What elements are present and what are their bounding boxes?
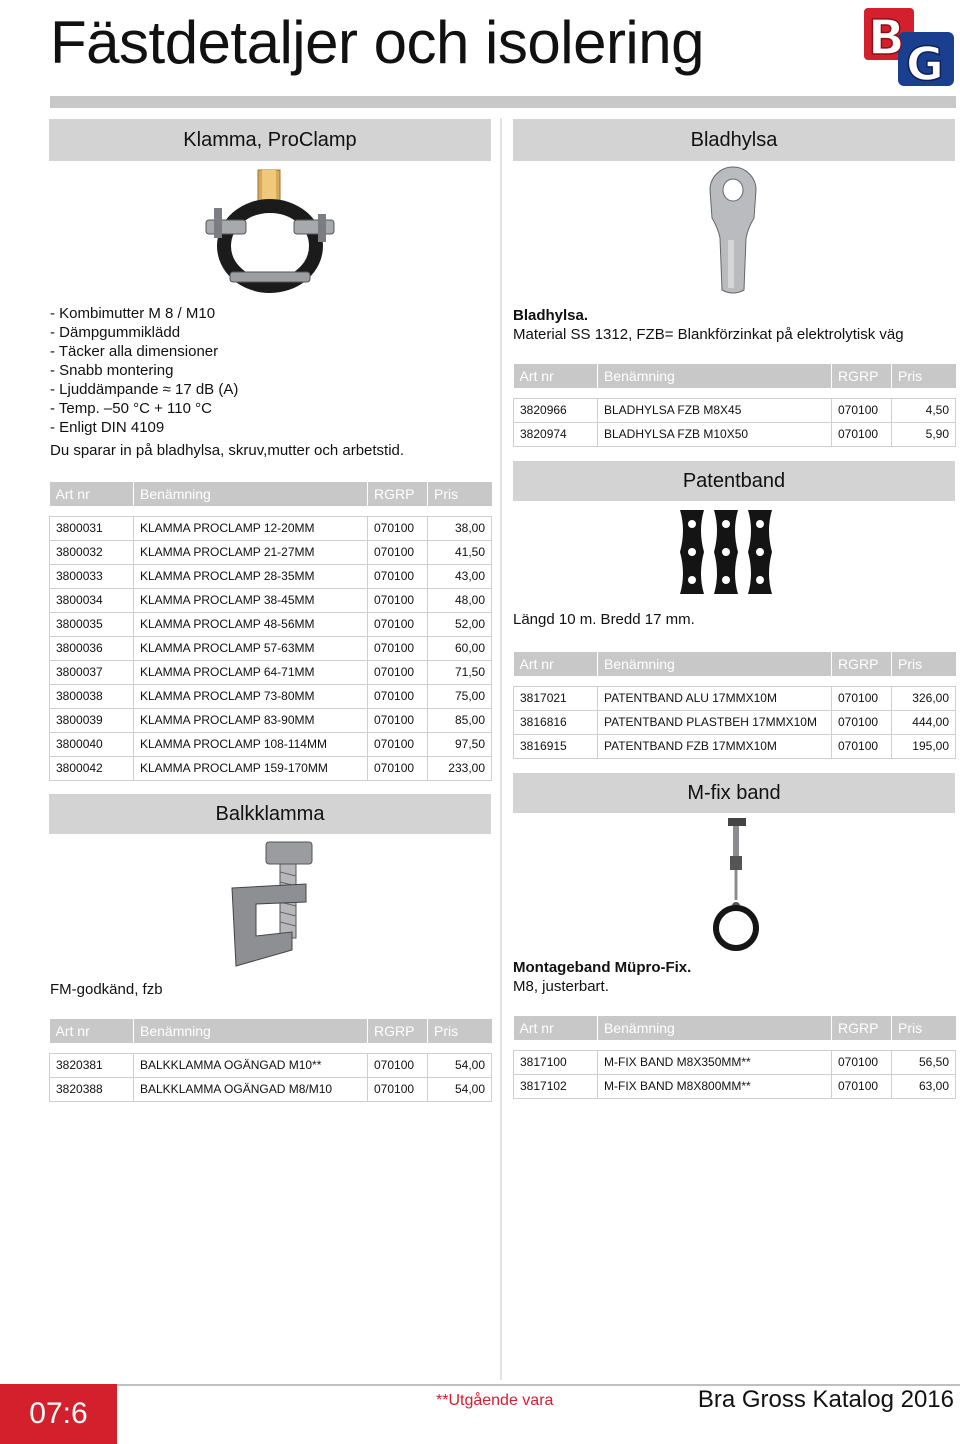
table-row [50,660,492,684]
col-header-benamning: Benämning [134,1019,368,1043]
benamning: BALKKLAMMA OGÄNGAD M10** [134,1053,368,1077]
rgrp: 070100 [832,734,892,758]
col-header-art-nr: Art nr [514,364,598,388]
table-row [50,1053,492,1077]
svg-text:B: B [868,10,905,66]
rgrp: 070100 [368,588,428,612]
pris: 43,00 [428,564,492,588]
pris: 54,00 [428,1053,492,1077]
benamning: KLAMMA PROCLAMP 38-45MM [134,588,368,612]
rgrp: 070100 [832,1050,892,1074]
pris: 75,00 [428,684,492,708]
feature-item: - Dämpgummiklädd [50,324,181,341]
rgrp: 070100 [368,540,428,564]
col-header-rgrp: RGRP [368,482,428,506]
table-header-row [514,1016,956,1040]
col-header-art-nr: Art nr [514,652,598,676]
balkklamma-photo [222,840,326,970]
col-header-pris: Pris [892,364,956,388]
art-nr: 3800032 [50,540,134,564]
benamning: KLAMMA PROCLAMP 48-56MM [134,612,368,636]
col-header-benamning: Benämning [598,1016,832,1040]
benamning: BLADHYLSA FZB M10X50 [598,422,832,446]
rgrp: 070100 [368,636,428,660]
table-row [50,1077,492,1101]
art-nr: 3820974 [514,422,598,446]
table-header-row [50,482,492,506]
bladhylsa-photo [704,166,762,296]
benamning: KLAMMA PROCLAMP 57-63MM [134,636,368,660]
rgrp: 070100 [832,422,892,446]
benamning: PATENTBAND ALU 17MMX10M [598,686,832,710]
benamning: KLAMMA PROCLAMP 12-20MM [134,516,368,540]
art-nr: 3820388 [50,1077,134,1101]
proclamp-photo [200,168,340,294]
rgrp: 070100 [368,564,428,588]
feature-item: - Enligt DIN 4109 [50,419,165,436]
table-row [50,540,492,564]
rgrp: 070100 [368,1077,428,1101]
benamning: KLAMMA PROCLAMP 83-90MM [134,708,368,732]
rgrp: 070100 [832,398,892,422]
col-header-benamning: Benämning [134,482,368,506]
mfix-band-photo [712,816,762,952]
table-header-row [514,364,956,388]
section-header-bladhylsa: Bladhylsa [513,119,955,161]
art-nr: 3800036 [50,636,134,660]
rgrp: 070100 [368,516,428,540]
art-nr: 3817021 [514,686,598,710]
benamning: KLAMMA PROCLAMP 21-27MM [134,540,368,564]
benamning: KLAMMA PROCLAMP 73-80MM [134,684,368,708]
bladhylsa-description [513,306,904,344]
col-header-art-nr: Art nr [50,482,134,506]
rgrp: 070100 [368,684,428,708]
benamning: PATENTBAND FZB 17MMX10M [598,734,832,758]
feature-item: - Snabb montering [50,362,174,379]
col-header-pris: Pris [428,482,492,506]
rgrp: 070100 [832,1074,892,1098]
benamning: KLAMMA PROCLAMP 64-71MM [134,660,368,684]
bladhylsa-title: Bladhylsa. [513,307,589,324]
mfix-title: Montageband Müpro-Fix. [513,959,692,976]
pris: 54,00 [428,1077,492,1101]
art-nr: 3817102 [514,1074,598,1098]
feature-item: - Kombimutter M 8 / M10 [50,305,216,322]
art-nr: 3800031 [50,516,134,540]
col-header-rgrp: RGRP [368,1019,428,1043]
rgrp: 070100 [368,612,428,636]
col-header-benamning: Benämning [598,364,832,388]
table-header-row [50,1019,492,1043]
pris: 85,00 [428,708,492,732]
pris: 63,00 [892,1074,956,1098]
table-row [514,398,956,422]
mfix-price-table [513,1016,956,1099]
footnote-discontinued: **Utgående vara [436,1392,554,1409]
pris: 38,00 [428,516,492,540]
art-nr: 3800040 [50,732,134,756]
balkklamma-price-table [49,1019,492,1102]
section-header-klamma: Klamma, ProClamp [49,119,491,161]
col-header-pris: Pris [892,1016,956,1040]
col-header-rgrp: RGRP [832,652,892,676]
proclamp-feature-list [50,304,238,437]
art-nr: 3800038 [50,684,134,708]
art-nr: 3800034 [50,588,134,612]
pris: 48,00 [428,588,492,612]
table-row [50,612,492,636]
art-nr: 3800033 [50,564,134,588]
proclamp-price-table [49,482,492,781]
table-row [50,636,492,660]
pris: 60,00 [428,636,492,660]
art-nr: 3800042 [50,756,134,780]
table-row [50,732,492,756]
table-row [514,1050,956,1074]
bg-logo [858,2,960,90]
table-row [514,1074,956,1098]
col-header-art-nr: Art nr [514,1016,598,1040]
pris: 4,50 [892,398,956,422]
benamning: M-FIX BAND M8X350MM** [598,1050,832,1074]
section-header-balkklamma: Balkklamma [49,794,491,834]
section-header-mfix: M-fix band [513,773,955,813]
svg-text:G: G [906,37,944,90]
art-nr: 3800037 [50,660,134,684]
rgrp: 070100 [368,1053,428,1077]
benamning: M-FIX BAND M8X800MM** [598,1074,832,1098]
patentband-price-table [513,652,956,759]
table-row [50,684,492,708]
benamning: PATENTBAND PLASTBEH 17MMX10M [598,710,832,734]
benamning: KLAMMA PROCLAMP 159-170MM [134,756,368,780]
table-row [514,686,956,710]
feature-item: - Temp. –50 °C + 110 °C [50,400,212,417]
title-underline-bar [50,96,956,108]
pris: 326,00 [892,686,956,710]
table-row [514,734,956,758]
page-number-badge: 07:6 [0,1384,117,1444]
pris: 71,50 [428,660,492,684]
table-header-row [514,652,956,676]
pris: 195,00 [892,734,956,758]
table-row [50,516,492,540]
col-header-benamning: Benämning [598,652,832,676]
benamning: KLAMMA PROCLAMP 28-35MM [134,564,368,588]
col-header-rgrp: RGRP [832,364,892,388]
benamning: BLADHYLSA FZB M8X45 [598,398,832,422]
rgrp: 070100 [832,710,892,734]
art-nr: 3817100 [514,1050,598,1074]
table-row [50,588,492,612]
bladhylsa-price-table [513,364,956,447]
savings-note: Du sparar in på bladhylsa, skruv,mutter och arbetstid. [50,442,405,459]
catalog-name: Bra Gross Katalog 2016 [697,1386,954,1413]
art-nr: 3800039 [50,708,134,732]
rgrp: 070100 [368,660,428,684]
bladhylsa-material: Material SS 1312, FZB= Blankförzinkat på elektrolytisk väg [513,326,904,343]
art-nr: 3800035 [50,612,134,636]
mfix-subtitle: M8, justerbart. [513,978,609,995]
col-header-pris: Pris [892,652,956,676]
art-nr: 3820966 [514,398,598,422]
rgrp: 070100 [368,732,428,756]
rgrp: 070100 [832,686,892,710]
benamning: BALKKLAMMA OGÄNGAD M8/M10 [134,1077,368,1101]
art-nr: 3820381 [50,1053,134,1077]
pris: 233,00 [428,756,492,780]
section-header-patentband: Patentband [513,461,955,501]
col-header-art-nr: Art nr [50,1019,134,1043]
benamning: KLAMMA PROCLAMP 108-114MM [134,732,368,756]
rgrp: 070100 [368,708,428,732]
pris: 41,50 [428,540,492,564]
patentband-photo [674,508,778,596]
art-nr: 3816816 [514,710,598,734]
table-row [514,710,956,734]
pris: 52,00 [428,612,492,636]
page-title: Fästdetaljer och isolering [50,9,705,76]
table-row [50,708,492,732]
col-header-rgrp: RGRP [832,1016,892,1040]
patentband-caption: Längd 10 m. Bredd 17 mm. [513,611,695,628]
feature-item: - Täcker alla dimensioner [50,343,219,360]
pris: 444,00 [892,710,956,734]
rgrp: 070100 [368,756,428,780]
feature-item: - Ljuddämpande ≈ 17 dB (A) [50,381,239,398]
pris: 56,50 [892,1050,956,1074]
art-nr: 3816915 [514,734,598,758]
mfix-description [513,958,691,996]
table-row [50,564,492,588]
pris: 5,90 [892,422,956,446]
pris: 97,50 [428,732,492,756]
table-row [50,756,492,780]
balkklamma-caption: FM-godkänd, fzb [50,981,163,998]
column-divider [500,118,502,1380]
col-header-pris: Pris [428,1019,492,1043]
table-row [514,422,956,446]
